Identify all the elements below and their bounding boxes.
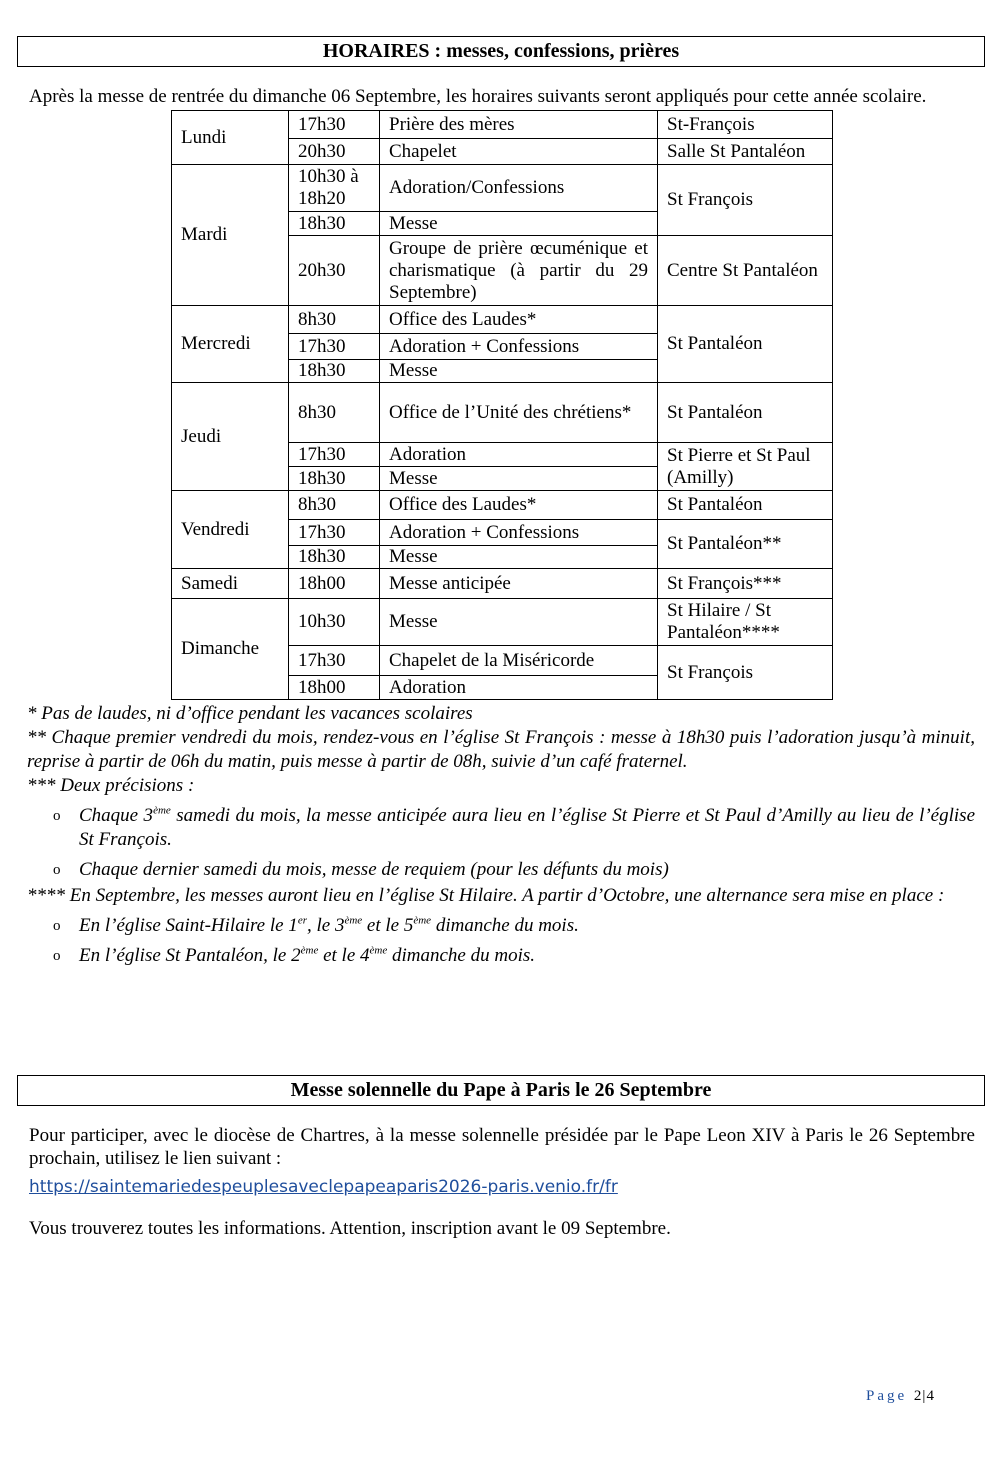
list-item-text: Chaque dernier samedi du mois, messe de requiem (pour les défunts du mois): [79, 859, 669, 880]
place-cell: Centre St Pantaléon: [658, 236, 833, 306]
bullet-icon: o: [53, 862, 61, 878]
page-label: Page: [866, 1388, 908, 1404]
time-cell: 18h00: [289, 569, 380, 599]
time-cell: 17h30: [289, 334, 380, 360]
schedule-table: [171, 110, 833, 700]
time-cell: 10h30: [289, 599, 380, 646]
time-cell: 18h30: [289, 467, 380, 491]
list-item: [53, 804, 975, 852]
time-cell: 10h30 à 18h20: [289, 165, 380, 212]
time-cell: 20h30: [289, 236, 380, 306]
bullet-icon: o: [53, 948, 61, 964]
section-title-messe-pape: Messe solennelle du Pape à Paris le 26 Septembre: [17, 1075, 985, 1106]
list-item-text: En l’église St Pantaléon, le 2ème et le 4ème dimanche du mois.: [79, 944, 536, 966]
place-cell: St François***: [658, 569, 833, 599]
place-cell: Salle St Pantaléon: [658, 139, 833, 165]
time-cell: 18h30: [289, 546, 380, 569]
activity-cell: Office des Laudes*: [380, 306, 658, 334]
bullet-icon: o: [53, 918, 61, 934]
list-item: [53, 914, 975, 938]
activity-cell: Messe: [380, 212, 658, 236]
table-row: [172, 491, 833, 520]
messe-pape-text: Pour participer, avec le diocèse de Chartres, à la messe solennelle présidée par le Pape Leon XIV à Paris le 26 Septembre prochain, utilisez le lien suivant :: [29, 1125, 975, 1169]
time-cell: 17h30: [289, 520, 380, 546]
place-cell: St Pierre et St Paul (Amilly): [658, 443, 833, 491]
section-title-horaires: HORAIRES : messes, confessions, prières: [17, 36, 985, 67]
activity-cell: Adoration + Confessions: [380, 334, 658, 360]
time-cell: 8h30: [289, 306, 380, 334]
activity-cell: Messe: [380, 360, 658, 383]
footnotes: [27, 702, 975, 968]
table-row: [172, 165, 833, 212]
activity-cell: Chapelet: [380, 139, 658, 165]
time-cell: 17h30: [289, 646, 380, 676]
activity-cell: Adoration: [380, 676, 658, 700]
activity-cell: Messe: [380, 546, 658, 569]
time-cell: 20h30: [289, 139, 380, 165]
day-cell: Samedi: [172, 569, 289, 599]
table-row: [172, 111, 833, 139]
day-cell: Lundi: [172, 111, 289, 165]
place-cell: St Pantaléon: [658, 383, 833, 443]
day-cell: Mercredi: [172, 306, 289, 383]
day-cell: Dimanche: [172, 599, 289, 700]
activity-cell: Adoration: [380, 443, 658, 467]
activity-cell: Prière des mères: [380, 111, 658, 139]
table-row: [172, 306, 833, 334]
activity-cell: Messe anticipée: [380, 569, 658, 599]
place-cell: St François: [658, 646, 833, 700]
activity-cell: Adoration/Confessions: [380, 165, 658, 212]
time-cell: 17h30: [289, 111, 380, 139]
footnote-2: ** Chaque premier vendredi du mois, rendez-vous en l’église St François : messe à 18h30 puis l’adoration jusqu’à minuit, reprise à partir de 06h du matin, puis messe à partir de 08h, suivie d’un café fraternel.: [27, 727, 975, 772]
place-cell: St Pantaléon: [658, 306, 833, 383]
day-cell: Mardi: [172, 165, 289, 306]
time-cell: 8h30: [289, 383, 380, 443]
time-cell: 17h30: [289, 443, 380, 467]
activity-cell: Office des Laudes*: [380, 491, 658, 520]
place-cell: St-François: [658, 111, 833, 139]
footnote-1: * Pas de laudes, ni d’office pendant les vacances scolaires: [27, 703, 473, 724]
place-cell: St Pantaléon**: [658, 520, 833, 569]
activity-cell: Chapelet de la Miséricorde: [380, 646, 658, 676]
place-cell: St Pantaléon: [658, 491, 833, 520]
place-cell: St Hilaire / St Pantaléon****: [658, 599, 833, 646]
list-item-text: En l’église Saint-Hilaire le 1er, le 3ème et le 5ème dimanche du mois.: [79, 914, 579, 936]
activity-cell: Adoration + Confessions: [380, 520, 658, 546]
day-cell: Vendredi: [172, 491, 289, 569]
footnote-3: *** Deux précisions :: [27, 775, 195, 796]
link-row: [29, 1175, 975, 1199]
time-cell: 18h00: [289, 676, 380, 700]
time-cell: 8h30: [289, 491, 380, 520]
page-total: 4: [926, 1388, 935, 1404]
time-cell: 18h30: [289, 360, 380, 383]
activity-cell: Messe: [380, 467, 658, 491]
table-row: [172, 569, 833, 599]
intro-text: Après la messe de rentrée du dimanche 06 Septembre, les horaires suivants seront appliqués pour cette année scolaire.: [29, 86, 927, 107]
day-cell: Jeudi: [172, 383, 289, 491]
table-row: [172, 383, 833, 443]
page-separator: |: [922, 1388, 927, 1404]
footnote-4: **** En Septembre, les messes auront lieu en l’église St Hilaire. A partir d’Octobre, une alternance sera mise en place :: [27, 885, 945, 906]
registration-link[interactable]: https://saintemariedespeuplesaveclepapeaparis2026-paris.venio.fr/fr: [29, 1177, 618, 1197]
bullet-icon: o: [53, 808, 61, 824]
activity-cell: Groupe de prière œcuménique et charismatique (à partir du 29 Septembre): [380, 236, 658, 306]
activity-cell: Office de l’Unité des chrétiens*: [380, 383, 658, 443]
activity-cell: Messe: [380, 599, 658, 646]
time-cell: 18h30: [289, 212, 380, 236]
messe-pape-info: Vous trouverez toutes les informations. Attention, inscription avant le 09 Septembre.: [29, 1218, 671, 1239]
place-cell: St François: [658, 165, 833, 236]
table-row: [172, 599, 833, 646]
list-item: [53, 858, 975, 882]
page-number: 2: [913, 1388, 923, 1404]
list-item-text: Chaque 3ème samedi du mois, la messe anticipée aura lieu en l’église St Pierre et St Paul d’Amilly au lieu de l’église St François.: [79, 804, 976, 850]
page-footer: [866, 1388, 935, 1405]
list-item: [53, 944, 975, 968]
